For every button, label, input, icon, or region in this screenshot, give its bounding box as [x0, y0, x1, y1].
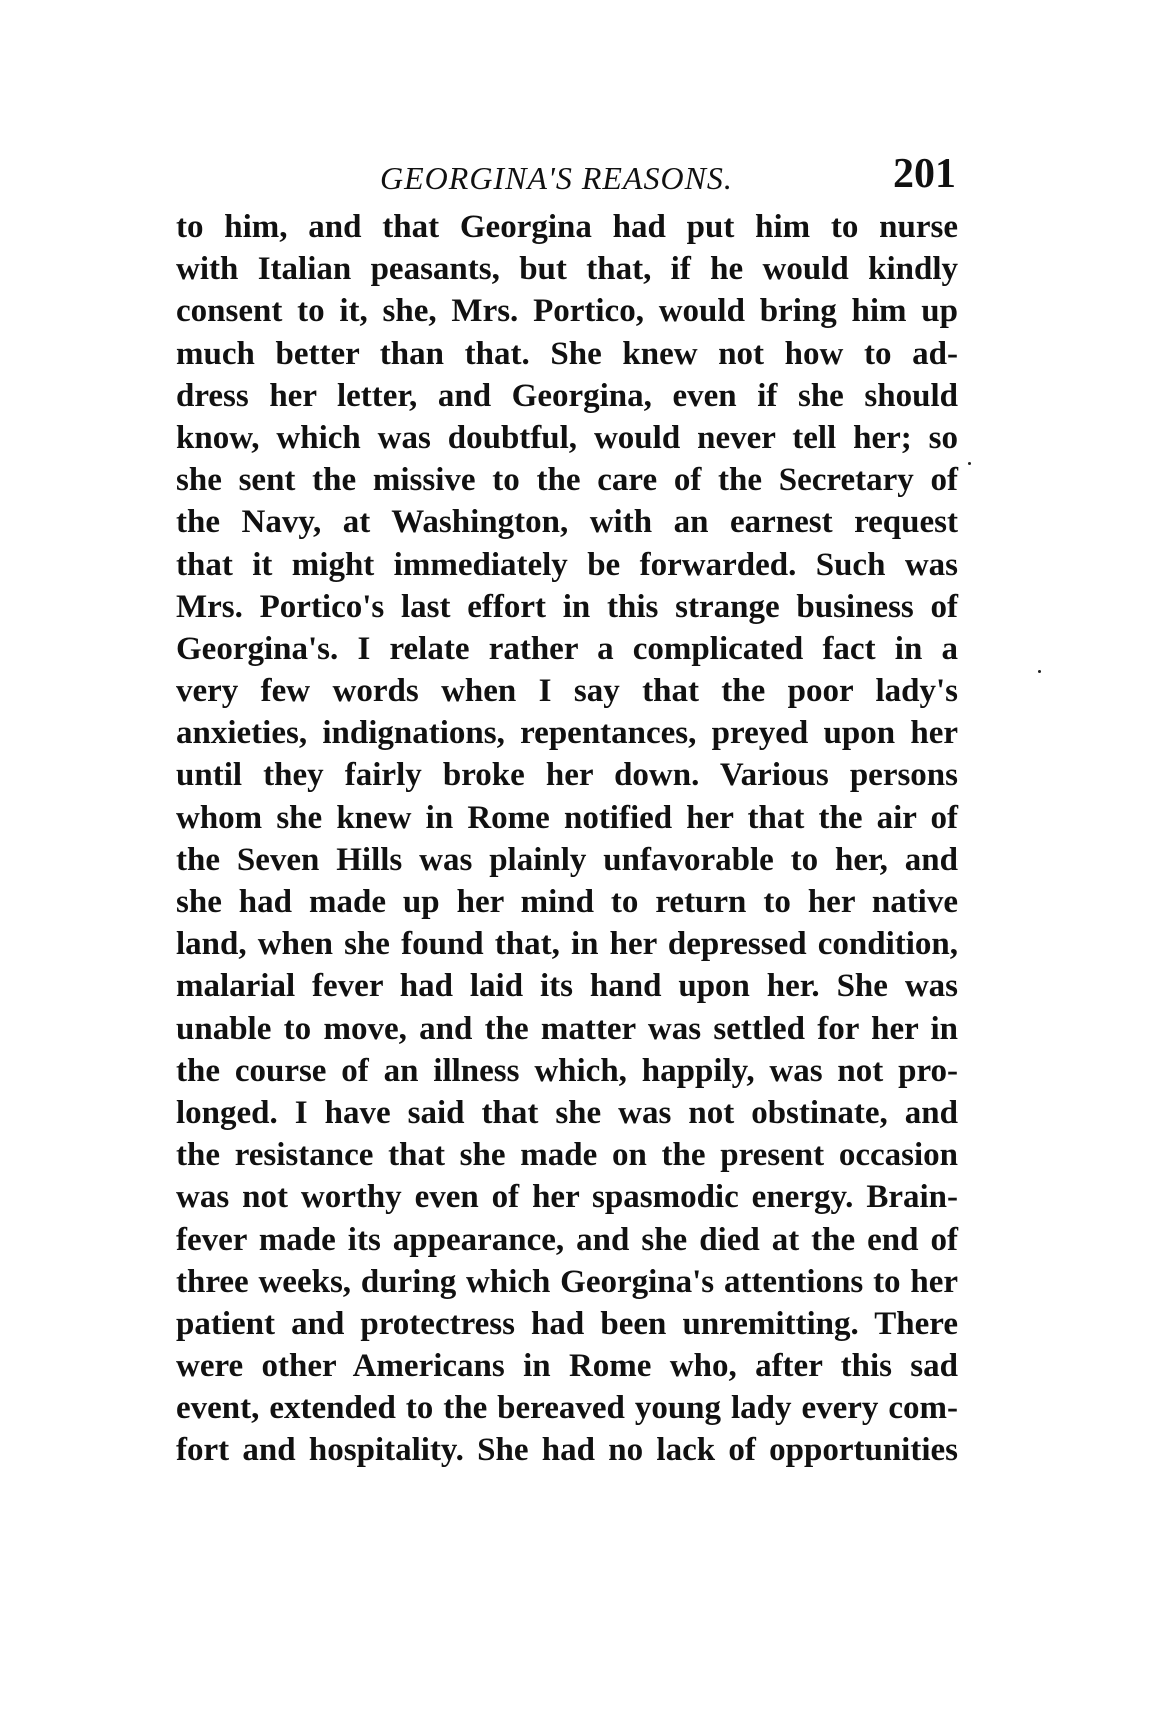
text-line: she had made up her mind to return to her native	[176, 884, 958, 920]
text-line: patient and protectress had been unremitting. There	[176, 1305, 958, 1342]
text-line: she sent the missive to the care of the Secretary of	[176, 462, 958, 499]
text-line: very few words when I say that the poor lady's	[176, 673, 958, 710]
text-line: with Italian peasants, but that, if he would kindly	[176, 251, 958, 288]
text-line: the resistance that she made on the present occasion	[176, 1137, 958, 1174]
scan-speck	[1038, 670, 1041, 673]
text-line: was not worthy even of her spasmodic energy. Brain-	[176, 1179, 958, 1216]
text-line: event, extended to the bereaved young lady every com-	[176, 1390, 958, 1427]
text-line: consent to it, she, Mrs. Portico, would bring him up	[176, 293, 958, 330]
running-header	[0, 146, 1168, 198]
text-line: know, which was doubtful, would never tell her; so	[176, 419, 958, 456]
text-line: Georgina's. I relate rather a complicated fact in a	[176, 630, 958, 667]
text-line: three weeks, during which Georgina's attentions to her	[176, 1263, 958, 1300]
body-text	[176, 206, 958, 1472]
text-line: fort and hospitality. She had no lack of opportunities	[176, 1432, 958, 1469]
text-line: Mrs. Portico's last effort in this strange business of	[176, 588, 958, 625]
text-line: unable to move, and the matter was settled for her in	[176, 1010, 958, 1047]
scan-speck	[968, 462, 971, 465]
running-title: GEORGINA'S REASONS.	[380, 160, 733, 196]
text-line: the course of an illness which, happily, was not pro-	[176, 1052, 958, 1089]
text-line: the Navy, at Washington, with an earnest request	[176, 504, 958, 541]
text-line: much better than that. She knew not how to ad-	[176, 335, 958, 372]
text-line: until they fairly broke her down. Various persons	[176, 757, 958, 794]
text-line: whom she knew in Rome notified her that the air of	[176, 799, 958, 836]
text-line: malarial fever had laid its hand upon her. She was	[176, 968, 958, 1005]
text-line: longed. I have said that she was not obstinate, and	[176, 1094, 958, 1131]
text-line: that it might immediately be forwarded. Such was	[176, 546, 958, 583]
text-line: land, when she found that, in her depressed condition,	[176, 926, 958, 963]
text-line: fever made its appearance, and she died at the end of	[176, 1221, 958, 1258]
text-line: anxieties, indignations, repentances, preyed upon her	[176, 715, 958, 752]
text-line: to him, and that Georgina had put him to nurse	[176, 209, 958, 245]
text-line: dress her letter, and Georgina, even if she should	[176, 377, 958, 414]
page-number: 201	[893, 151, 956, 197]
text-line: were other Americans in Rome who, after this sad	[176, 1348, 958, 1385]
text-line: the Seven Hills was plainly unfavorable to her, and	[176, 841, 958, 878]
